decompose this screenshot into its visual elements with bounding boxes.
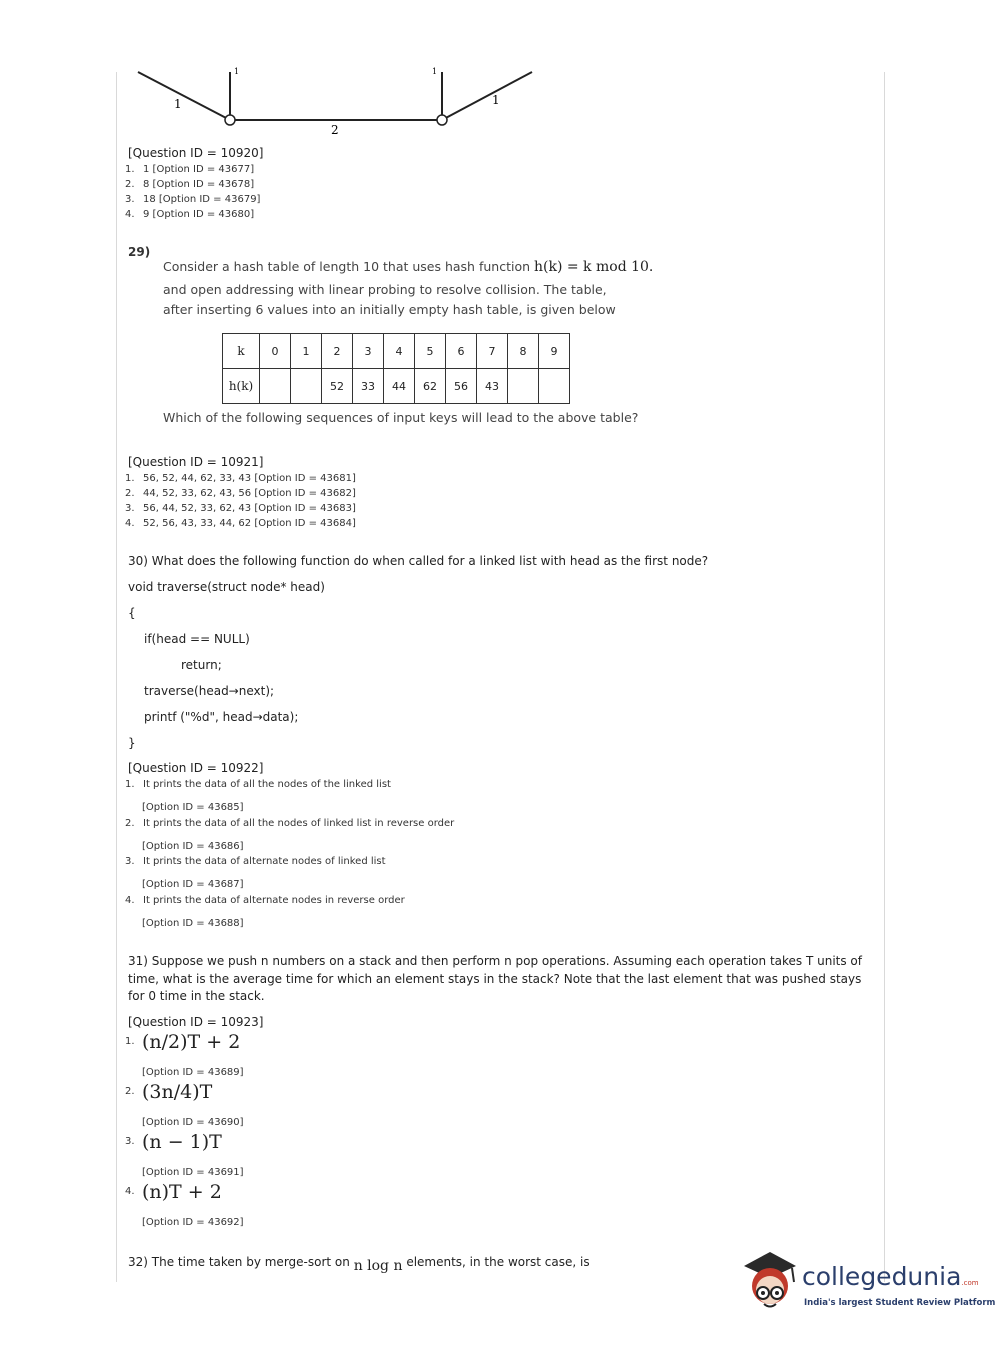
graph-edge-right <box>442 72 532 120</box>
graph-diagram <box>120 60 560 140</box>
q29-hash-function: h(k) = k mod 10. <box>534 259 654 275</box>
q31-option-1-num: 1. <box>125 1036 135 1047</box>
hash-table-value-label: h(k) <box>223 369 260 404</box>
q29-option-2-text: 44, 52, 33, 62, 43, 56 [Option ID = 43682] <box>143 488 356 499</box>
q30-question: 30) What does the following function do when called for a linked list with head as the first node? <box>128 554 709 568</box>
q29-option-3 <box>125 503 356 514</box>
graph-mark-right: 1 <box>432 67 438 76</box>
graph-node-right <box>437 115 447 125</box>
graph-node-left <box>225 115 235 125</box>
q31-option-4-num: 4. <box>125 1186 135 1197</box>
q28-option-1-text: 1 [Option ID = 43677] <box>143 164 255 175</box>
q28-option-3-num: 3. <box>125 194 135 205</box>
q31-option-4-id: [Option ID = 43692] <box>142 1217 244 1228</box>
hash-key-8: 8 <box>508 334 539 369</box>
q30-option-2 <box>125 818 454 829</box>
hash-value-1 <box>291 369 322 404</box>
q28-option-2-num: 2. <box>125 179 135 190</box>
hash-table <box>222 333 570 404</box>
q31-option-4-math: (n)T + 2 <box>142 1181 222 1203</box>
q29-option-1-text: 56, 52, 44, 62, 33, 43 [Option ID = 43681] <box>143 473 356 484</box>
q29-option-4 <box>125 518 356 529</box>
q30-option-1-text: It prints the data of all the nodes of the linked list <box>143 779 391 790</box>
q29-line-3: after inserting 6 values into an initially empty hash table, is given below <box>163 302 616 317</box>
hash-value-8 <box>508 369 539 404</box>
q29-option-4-text: 52, 56, 43, 33, 44, 62 [Option ID = 43684] <box>143 518 356 529</box>
q30-code-line-7: } <box>128 736 136 750</box>
q30-option-3-id: [Option ID = 43687] <box>142 879 244 890</box>
q31-question-id: [Question ID = 10923] <box>128 1015 264 1029</box>
q30-question-id: [Question ID = 10922] <box>128 761 264 775</box>
hash-key-7: 7 <box>477 334 508 369</box>
q30-option-4-num: 4. <box>125 895 135 906</box>
q31-option-1-id: [Option ID = 43689] <box>142 1067 244 1078</box>
q32-text-post: elements, in the worst case, is <box>402 1255 590 1269</box>
hash-value-6: 56 <box>446 369 477 404</box>
q31-option-3-math: (n − 1)T <box>142 1131 222 1153</box>
q29-option-1 <box>125 473 356 484</box>
logo-tagline: India's largest Student Review Platform <box>804 1298 996 1308</box>
q30-option-4 <box>125 895 405 906</box>
q30-code-line-4: return; <box>181 658 222 672</box>
q28-option-3 <box>125 194 260 205</box>
q30-option-3-text: It prints the data of alternate nodes of linked list <box>143 856 386 867</box>
q29-line-1-text: Consider a hash table of length 10 that uses hash function <box>163 259 534 274</box>
graph-weight-bottom: 2 <box>331 123 339 137</box>
hash-table-key-row <box>223 334 570 369</box>
q31-option-3-num: 3. <box>125 1136 135 1147</box>
hash-value-9 <box>539 369 570 404</box>
logo-suffix: .com <box>961 1279 979 1287</box>
q31-line-1: 31) Suppose we push n numbers on a stack and then perform n pop operations. Assuming each operation takes T units of <box>128 954 862 968</box>
hash-key-4: 4 <box>384 334 415 369</box>
hash-value-4: 44 <box>384 369 415 404</box>
collegedunia-mascot-icon <box>740 1248 802 1320</box>
q30-code-line-6: printf ("%d", head→data); <box>144 710 299 724</box>
hash-key-6: 6 <box>446 334 477 369</box>
q28-option-2-text: 8 [Option ID = 43678] <box>143 179 255 190</box>
q30-option-3 <box>125 856 386 867</box>
q28-question-id: [Question ID = 10920] <box>128 146 264 160</box>
graph-weight-right: 1 <box>492 93 500 107</box>
q31-line-3: for 0 time in the stack. <box>128 989 265 1003</box>
q31-option-3-id: [Option ID = 43691] <box>142 1167 244 1178</box>
page-border-left <box>116 72 117 1282</box>
page-border-right <box>884 72 885 1282</box>
hash-table-value-row <box>223 369 570 404</box>
q30-code-line-2: { <box>128 606 136 620</box>
q29-prompt: Which of the following sequences of input keys will lead to the above table? <box>163 410 639 425</box>
q28-option-4-num: 4. <box>125 209 135 220</box>
q29-option-4-num: 4. <box>125 518 135 529</box>
q29-option-3-num: 3. <box>125 503 135 514</box>
q30-option-2-id: [Option ID = 43686] <box>142 841 244 852</box>
q29-option-3-text: 56, 44, 52, 33, 62, 43 [Option ID = 43683] <box>143 503 356 514</box>
hash-key-1: 1 <box>291 334 322 369</box>
hash-value-0 <box>260 369 291 404</box>
q30-code-line-5: traverse(head→next); <box>144 684 275 698</box>
q29-option-2 <box>125 488 356 499</box>
q29-number: 29) <box>128 245 151 259</box>
hash-key-5: 5 <box>415 334 446 369</box>
hash-value-5: 62 <box>415 369 446 404</box>
q28-option-4-text: 9 [Option ID = 43680] <box>143 209 255 220</box>
q30-option-3-num: 3. <box>125 856 135 867</box>
q32-text-pre: 32) The time taken by merge-sort on <box>128 1255 354 1269</box>
q32-question <box>128 1254 590 1274</box>
q29-option-2-num: 2. <box>125 488 135 499</box>
hash-value-7: 43 <box>477 369 508 404</box>
q30-option-1 <box>125 779 391 790</box>
q31-option-2-id: [Option ID = 43690] <box>142 1117 244 1128</box>
hash-key-0: 0 <box>260 334 291 369</box>
q28-option-3-text: 18 [Option ID = 43679] <box>143 194 261 205</box>
logo-name: collegedunia <box>802 1262 962 1291</box>
q30-option-4-text: It prints the data of alternate nodes in reverse order <box>143 895 405 906</box>
q32-math: n log n <box>353 1258 403 1274</box>
q28-option-1 <box>125 164 254 175</box>
hash-key-2: 2 <box>322 334 353 369</box>
q30-option-2-text: It prints the data of all the nodes of linked list in reverse order <box>143 818 455 829</box>
q30-option-1-id: [Option ID = 43685] <box>142 802 244 813</box>
q31-option-1-math: (n/2)T + 2 <box>142 1031 241 1053</box>
q31-option-2-math: (3n/4)T <box>142 1081 213 1103</box>
hash-table-key-label: k <box>223 334 260 369</box>
hash-key-9: 9 <box>539 334 570 369</box>
hash-key-3: 3 <box>353 334 384 369</box>
hash-value-3: 33 <box>353 369 384 404</box>
q28-option-4 <box>125 209 254 220</box>
q29-option-1-num: 1. <box>125 473 135 484</box>
q30-option-2-num: 2. <box>125 818 135 829</box>
q30-code-line-1: void traverse(struct node* head) <box>128 580 325 594</box>
q28-option-2 <box>125 179 254 190</box>
hash-value-2: 52 <box>322 369 353 404</box>
graph-mark-left: 1 <box>234 67 240 76</box>
graph-weight-left: 1 <box>174 97 182 111</box>
q31-line-2: time, what is the average time for which an element stays in the stack? Note that the last element that was pushed stays <box>128 972 862 986</box>
q31-option-2-num: 2. <box>125 1086 135 1097</box>
q30-option-1-num: 1. <box>125 779 135 790</box>
q28-option-1-num: 1. <box>125 164 135 175</box>
q30-code-line-3: if(head == NULL) <box>144 632 250 646</box>
q30-option-4-id: [Option ID = 43688] <box>142 918 244 929</box>
q29-question-id: [Question ID = 10921] <box>128 455 264 469</box>
graph-edge-left <box>138 72 230 120</box>
q29-line-1 <box>163 259 653 275</box>
q29-line-2: and open addressing with linear probing to resolve collision. The table, <box>163 282 607 297</box>
logo-wordmark <box>802 1262 979 1291</box>
